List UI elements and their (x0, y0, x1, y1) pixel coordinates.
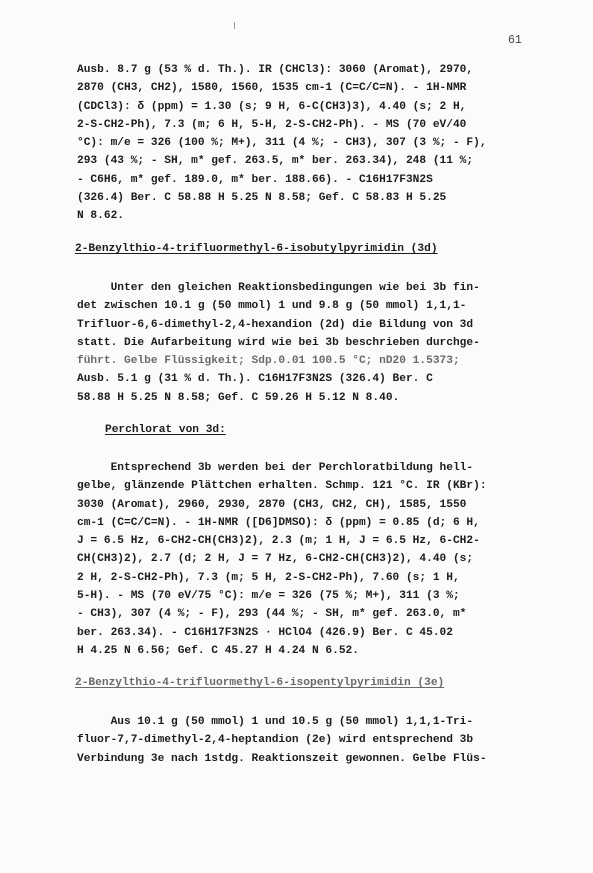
text-line: Verbindung 3e nach 1stdg. Reaktionszeit gewonnen. Gelbe Flüs- (77, 752, 487, 765)
text-line: 2-S-CH2-Ph), 7.3 (m; 6 H, 5-H, 2-S-CH2-Ph). - MS (70 eV/40 (77, 118, 467, 131)
text-line: 2870 (CH3, CH2), 1580, 1560, 1535 cm-1 (C=C/C=N). - 1H-NMR (77, 82, 467, 95)
text-line: °C): m/e = 326 (100 %; M+), 311 (4 %; - CH3), 307 (3 %; - F), (77, 137, 487, 150)
text-line: Unter den gleichen Reaktionsbedingungen wie bei 3b fin- (77, 282, 480, 294)
text-line: 293 (43 %; - SH, m* gef. 263.5, m* ber. 263.34), 248 (11 %; (77, 155, 474, 168)
scan-mark (234, 22, 235, 29)
analytical-data-3c (77, 61, 537, 226)
page-number: 61 (508, 34, 522, 47)
text-line: Ausb. 5.1 g (31 % d. Th.). C16H17F3N2S (326.4) Ber. C (77, 373, 433, 386)
text-line: 2 H, 2-S-CH2-Ph), 7.3 (m; 5 H, 2-S-CH2-Ph), 7.60 (s; 1 H, (77, 571, 460, 584)
section-heading-3d: 2-Benzylthio-4-trifluormethyl-6-isobutylpyrimidin (3d) (75, 243, 438, 255)
procedure-3e (77, 713, 537, 768)
text-line: N 8.62. (77, 210, 124, 223)
text-line: 58.88 H 5.25 N 8.58; Gef. C 59.26 H 5.12 N 8.40. (77, 391, 400, 404)
section-heading-perchlorate: Perchlorat von 3d: (105, 424, 226, 436)
text-line: 5-H). - MS (70 eV/75 °C): m/e = 326 (75 %; M+), 311 (3 %; (77, 590, 460, 603)
text-line: cm-1 (C=C/C=N). - 1H-NMR ([D6]DMSO): δ (ppm) = 0.85 (d; 6 H, (77, 516, 480, 529)
text-line: Ausb. 8.7 g (53 % d. Th.). IR (CHCl3): 3060 (Aromat), 2970, (77, 64, 474, 76)
text-line: Aus 10.1 g (50 mmol) 1 und 10.5 g (50 mmol) 1,1,1-Tri- (77, 716, 474, 728)
text-line: statt. Die Aufarbeitung wird wie bei 3b beschrieben durchge- (77, 336, 480, 349)
procedure-3d (77, 279, 537, 407)
text-line: Trifluor-6,6-dimethyl-2,4-hexandion (2d) die Bildung von 3d (77, 318, 474, 331)
text-line: det zwischen 10.1 g (50 mmol) 1 und 9.8 g (50 mmol) 1,1,1- (77, 300, 467, 313)
text-line: - C6H6, m* gef. 189.0, m* ber. 188.66). - C16H17F3N2S (77, 173, 433, 186)
text-line: Entsprechend 3b werden bei der Perchloratbildung hell- (77, 462, 474, 474)
text-line: (326.4) Ber. C 58.88 H 5.25 N 8.58; Gef. C 58.83 H 5.25 (77, 192, 447, 205)
text-line: J = 6.5 Hz, 6-CH2-CH(CH3)2), 2.3 (m; 1 H, J = 6.5 Hz, 6-CH2- (77, 535, 480, 548)
text-line: 3030 (Aromat), 2960, 2930, 2870 (CH3, CH2, CH), 1585, 1550 (77, 498, 467, 511)
section-heading-3e: 2-Benzylthio-4-trifluormethyl-6-isopentylpyrimidin (3e) (75, 677, 445, 689)
procedure-perchlorate (77, 459, 537, 660)
text-line: ber. 263.34). - C16H17F3N2S · HClO4 (426.9) Ber. C 45.02 (77, 626, 453, 639)
text-line: fluor-7,7-dimethyl-2,4-heptandion (2e) wird entsprechend 3b (77, 734, 474, 747)
text-line: H 4.25 N 6.56; Gef. C 45.27 H 4.24 N 6.52. (77, 644, 359, 657)
text-line: - CH3), 307 (4 %; - F), 293 (44 %; - SH, m* gef. 263.0, m* (77, 608, 467, 621)
text-line: führt. Gelbe Flüssigkeit; Sdp.0.01 100.5 °C; nD20 1.5373; (77, 355, 460, 368)
text-line: CH(CH3)2), 2.7 (d; 2 H, J = 7 Hz, 6-CH2-CH(CH3)2), 4.40 (s; (77, 553, 474, 566)
text-line: gelbe, glänzende Plättchen erhalten. Schmp. 121 °C. IR (KBr): (77, 480, 487, 493)
text-line: (CDCl3): δ (ppm) = 1.30 (s; 9 H, 6-C(CH3)3), 4.40 (s; 2 H, (77, 100, 467, 113)
